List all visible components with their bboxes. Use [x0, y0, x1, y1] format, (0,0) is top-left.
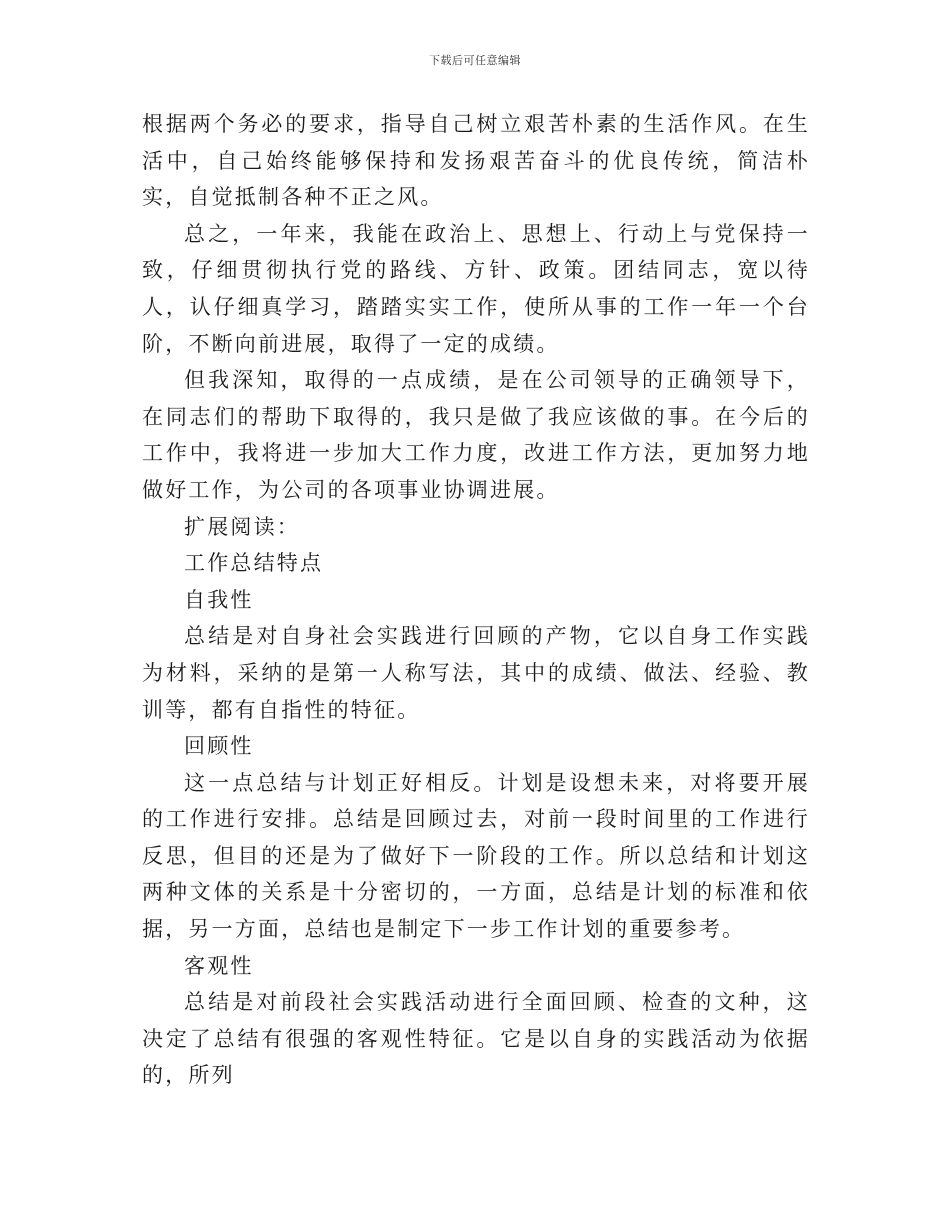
heading-extended-reading: 扩展阅读： — [184, 514, 300, 539]
heading-objectivity: 客观性 — [184, 953, 254, 978]
document-body — [142, 106, 810, 1094]
paragraph-objectivity: 总结是对前段社会实践活动进行全面回顾、检查的文种，这决定了总结有很强的客观性特征。它是以自身的实践活动为依据的，所列 — [142, 990, 810, 1088]
heading-self-reference: 自我性 — [184, 587, 254, 612]
paragraph-lifestyle: 根据两个务必的要求，指导自己树立艰苦朴素的生活作风。在生活中，自己始终能够保持和发扬艰苦奋斗的优良传统，简洁朴实，自觉抵制各种不正之风。 — [142, 112, 810, 210]
heading-work-summary-features: 工作总结特点 — [184, 551, 324, 576]
paragraph-retrospective: 这一点总结与计划正好相反。计划是设想未来，对将要开展的工作进行安排。总结是回顾过去，对前一段时间里的工作进行反思，但目的还是为了做好下一阶段的工作。所以总结和计划这两种文体的关系是十分密切的，一方面，总结是计划的标准和依据，另一方面，总结也是制定下一步工作计划的重要参考。 — [142, 770, 810, 942]
paragraph-acknowledgement: 但我深知，取得的一点成绩，是在公司领导的正确领导下，在同志们的帮助下取得的，我只是做了我应该做的事。在今后的工作中，我将进一步加大工作力度，改进工作方法，更加努力地做好工作，为公司的各项事业协调进展。 — [142, 368, 810, 502]
heading-retrospective: 回顾性 — [184, 734, 254, 759]
paragraph-summary: 总之，一年来，我能在政治上、思想上、行动上与党保持一致，仔细贯彻执行党的路线、方针、政策。团结同志，宽以待人，认仔细真学习，踏踏实实工作，使所从事的工作一年一个台阶，不断向前进展，取得了一定的成绩。 — [142, 221, 810, 356]
page-header: 下载后可任意编辑 — [429, 54, 521, 67]
paragraph-self-reference: 总结是对自身社会实践进行回顾的产物，它以自身工作实践为材料，采纳的是第一人称写法，其中的成绩、做法、经验、教训等，都有自指性的特征。 — [142, 624, 810, 722]
